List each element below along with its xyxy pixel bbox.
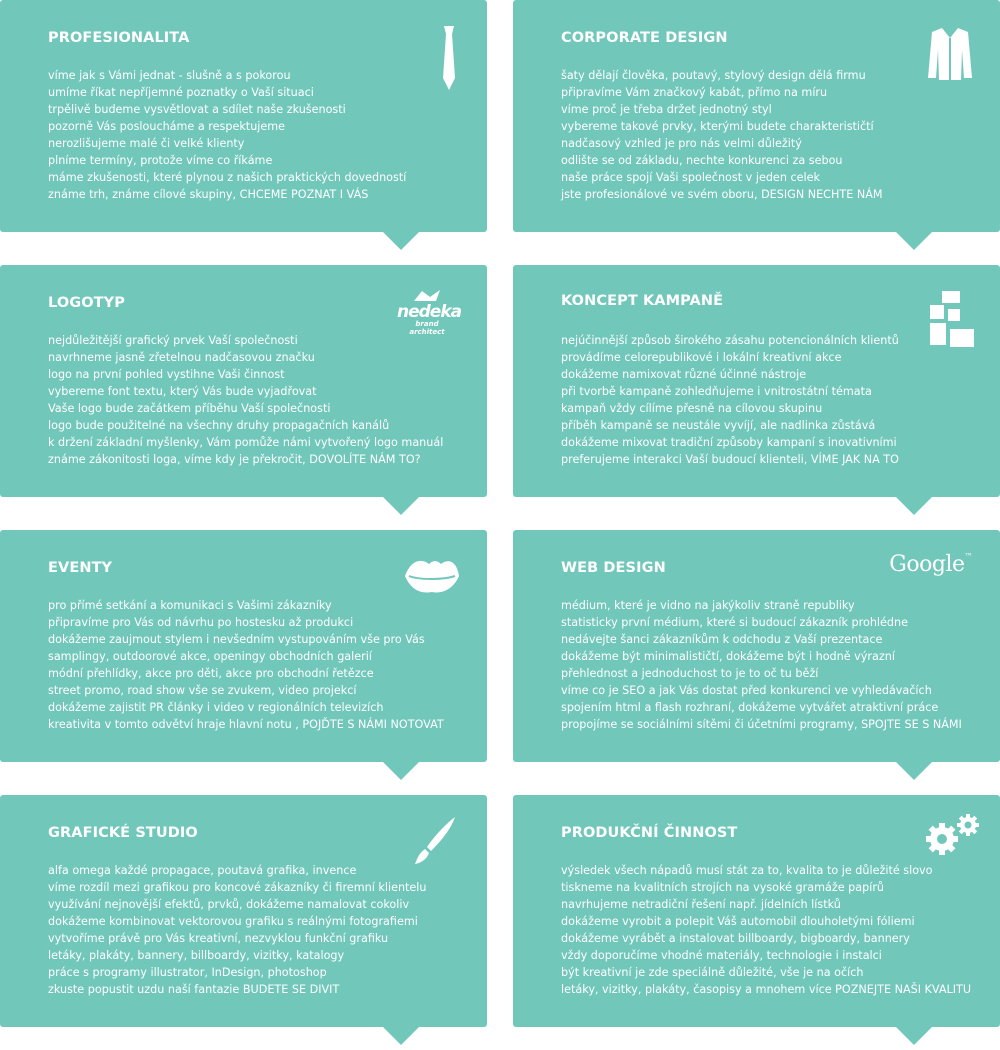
list-item: vybereme font textu, který Vás bude vyjadřovat: [48, 385, 317, 398]
list-item: letáky, plakáty, bannery, billboardy, vizitky, katalogy: [48, 949, 345, 962]
card-lines: [48, 597, 444, 733]
list-item: známe trh, známe cílové skupiny, CHCEME POZNAT I VÁS: [48, 188, 369, 201]
list-item: máme zkušenosti, které plynou z našich praktických dovedností: [48, 171, 407, 184]
list-item: využívání nejnovější efektů, prvků, dokážeme namalovat cokoliv: [48, 898, 410, 911]
list-item: víme rozdíl mezi grafikou pro koncové zákazníky či firemní klientelu: [48, 881, 427, 894]
logo-main: nedeka: [397, 302, 462, 322]
lips-icon: [403, 556, 461, 596]
list-item: víme proč je třeba držet jednotný styl: [561, 103, 772, 116]
list-item: dokážeme zaujmout stylem i nevšedním vystupováním vše pro Vás: [48, 633, 425, 646]
list-item: být kreativní je zde speciálně důležité, vše je na očích: [561, 966, 864, 979]
list-item: samplingy, outdoorové akce, openingy obchodních galerií: [48, 650, 372, 663]
list-item: přehlednost a jednoduchost to je to oč tu běží: [561, 667, 819, 680]
card-corporate-design: [513, 0, 1000, 232]
card-lines: [561, 597, 962, 733]
list-item: naše práce spojí Vaši společnost v jeden celek: [561, 171, 820, 184]
card-profesionalita: [0, 0, 487, 232]
list-item: vybereme takové prvky, kterými budete charakterističtí: [561, 120, 874, 133]
card-logotyp: [0, 265, 487, 497]
google-logo-icon: Google™: [889, 552, 972, 577]
list-item: odlište se od základu, nechte konkurenci za sebou: [561, 154, 843, 167]
list-item: navrhujeme netradiční řešení např. jídelních lístků: [561, 898, 841, 911]
list-item: tiskneme na kvalitních strojích na vysoké gramáže papírů: [561, 881, 885, 894]
list-item: nejdůležitější grafický prvek Vaší společnosti: [48, 334, 298, 347]
logo-main: Google: [889, 552, 965, 577]
list-item: dokážeme být minimalističtí, dokážeme být i hodně výrazní: [561, 650, 895, 663]
nedeka-logo-icon: [397, 289, 462, 336]
blocks-icon: [930, 291, 976, 349]
list-item: street promo, road show vše se zvukem, video projekcí: [48, 684, 357, 697]
list-item: preferujeme interakci Vaší budoucí klienteli, VÍME JAK NA TO: [561, 453, 899, 466]
list-item: navrhneme jasně zřetelnou nadčasovou značku: [48, 351, 315, 364]
list-item: vždy doporučíme vhodné materiály, technologie i instalci: [561, 949, 882, 962]
list-item: médium, které je vidno na jakýkoliv straně republiky: [561, 599, 855, 612]
card-title: WEB DESIGN: [561, 560, 666, 576]
brush-icon: [413, 817, 457, 865]
card-title: PROFESIONALITA: [48, 30, 190, 46]
card-graficke-studio: [0, 795, 487, 1027]
list-item: trpělivě budeme vysvětlovat a sdílet naše zkušenosti: [48, 103, 346, 116]
list-item: dokážeme zajistit PR články i video v regionálních televizích: [48, 701, 384, 714]
list-item: módní přehlídky, akce pro děti, akce pro obchodní řetězce: [48, 667, 374, 680]
list-item: statisticky první médium, které si budoucí zákazník prohlédne: [561, 616, 908, 629]
card-title: LOGOTYP: [48, 295, 125, 311]
list-item: šaty dělají člověka, poutavý, stylový design dělá firmu: [561, 69, 866, 82]
list-item: dokážeme mixovat tradiční způsoby kampaní s inovativními: [561, 436, 897, 449]
list-item: propojíme se sociálními sítěmi či účetními programy, SPOJTE SE S NÁMI: [561, 718, 962, 731]
list-item: kreativita v tomto odvětví hraje hlavní notu , POJĎTE S NÁMI NOTOVAT: [48, 718, 444, 731]
list-item: nedávejte šanci zákazníkům k odchodu z Vaší prezentace: [561, 633, 883, 646]
card-lines: [561, 332, 899, 468]
card-koncept-kampane: [513, 265, 1000, 497]
list-item: známe zákonitosti loga, víme kdy je překročit, DOVOLÍTE NÁM TO?: [48, 453, 421, 466]
card-lines: [48, 862, 427, 998]
card-title: PRODUKČNÍ ČINNOST: [561, 825, 738, 841]
list-item: nejúčinnější způsob širokého zásahu potencionálních klientů: [561, 334, 899, 347]
list-item: spojením html a flash rozhraní, dokážeme vytvářet atraktivní práce: [561, 701, 939, 714]
list-item: příběh kampaně se neustále vyvíjí, ale nadlinka zůstává: [561, 419, 876, 432]
list-item: pozorně Vás posloucháme a respektujeme: [48, 120, 286, 133]
list-item: provádíme celorepublikové i lokální kreativní akce: [561, 351, 842, 364]
card-title: CORPORATE DESIGN: [561, 30, 728, 46]
list-item: kampaň vždy cílíme přesně na cílovou skupinu: [561, 402, 823, 415]
card-title: EVENTY: [48, 560, 113, 576]
list-item: při tvorbě kampaně zohledňujeme i vnitrostátní témata: [561, 385, 872, 398]
list-item: letáky, vizitky, plakáty, časopisy a mnohem více POZNEJTE NAŠI KVALITU: [561, 983, 972, 996]
gears-icon: [924, 813, 982, 857]
tie-icon: [439, 26, 459, 90]
list-item: plníme termíny, protože víme co říkáme: [48, 154, 273, 167]
list-item: dokážeme namixovat různé účinné nástroje: [561, 368, 807, 381]
list-item: logo na první pohled vystihne Vaši činnost: [48, 368, 285, 381]
list-item: umíme říkat nepříjemné poznatky o Vaší situaci: [48, 86, 314, 99]
list-item: dokážeme vyrábět a instalovat billboardy, bigboardy, bannery: [561, 932, 910, 945]
logo-sub: brand architect: [409, 320, 445, 336]
list-item: pro přímé setkání a komunikaci s Vašimi zákazníky: [48, 599, 332, 612]
card-produkcni-cinnost: [513, 795, 1000, 1027]
list-item: k držení základní myšlenky, Vám pomůže námi vytvořený logo manuál: [48, 436, 444, 449]
list-item: nadčasový vzhled je pro nás velmi důležitý: [561, 137, 802, 150]
card-lines: [561, 67, 883, 203]
card-web-design: [513, 530, 1000, 762]
list-item: víme co je SEO a jak Vás dostat před konkurenci ve vyhledávačích: [561, 684, 932, 697]
card-lines: [48, 332, 443, 468]
list-item: alfa omega každé propagace, poutavá grafika, invence: [48, 864, 357, 877]
list-item: dokážeme vyrobit a polepit Váš automobil dlouholetými fóliemi: [561, 915, 915, 928]
list-item: logo bude použitelné na všechny druhy propagačních kanálů: [48, 419, 390, 432]
card-eventy: [0, 530, 487, 762]
list-item: nerozlišujeme malé či velké klienty: [48, 137, 245, 150]
list-item: jste profesionálové ve svém oboru, DESIGN NECHTE NÁM: [561, 188, 883, 201]
list-item: připravíme pro Vás od návrhu po hostesku až produkci: [48, 616, 354, 629]
list-item: práce s programy illustrator, InDesign, photoshop: [48, 966, 327, 979]
card-title: GRAFICKÉ STUDIO: [48, 825, 198, 841]
list-item: připravíme Vám značkový kabát, přímo na míru: [561, 86, 828, 99]
list-item: vytvoříme právě pro Vás kreativní, nezvyklou funkční grafiku: [48, 932, 389, 945]
card-lines: [48, 67, 406, 203]
card-title: KONCEPT KAMPANĚ: [561, 293, 724, 309]
list-item: víme jak s Vámi jednat - slušně a s pokorou: [48, 69, 291, 82]
list-item: Vaše logo bude začátkem příběhu Vaší společnosti: [48, 402, 331, 415]
list-item: zkuste popustit uzdu naší fantazie BUDETE SE DIVIT: [48, 983, 340, 996]
list-item: výsledek všech nápadů musí stát za to, kvalita to je důležité slovo: [561, 864, 933, 877]
list-item: dokážeme kombinovat vektorovou grafiku s reálnými fotografiemi: [48, 915, 418, 928]
card-lines: [561, 862, 971, 998]
coat-icon: [928, 28, 972, 80]
